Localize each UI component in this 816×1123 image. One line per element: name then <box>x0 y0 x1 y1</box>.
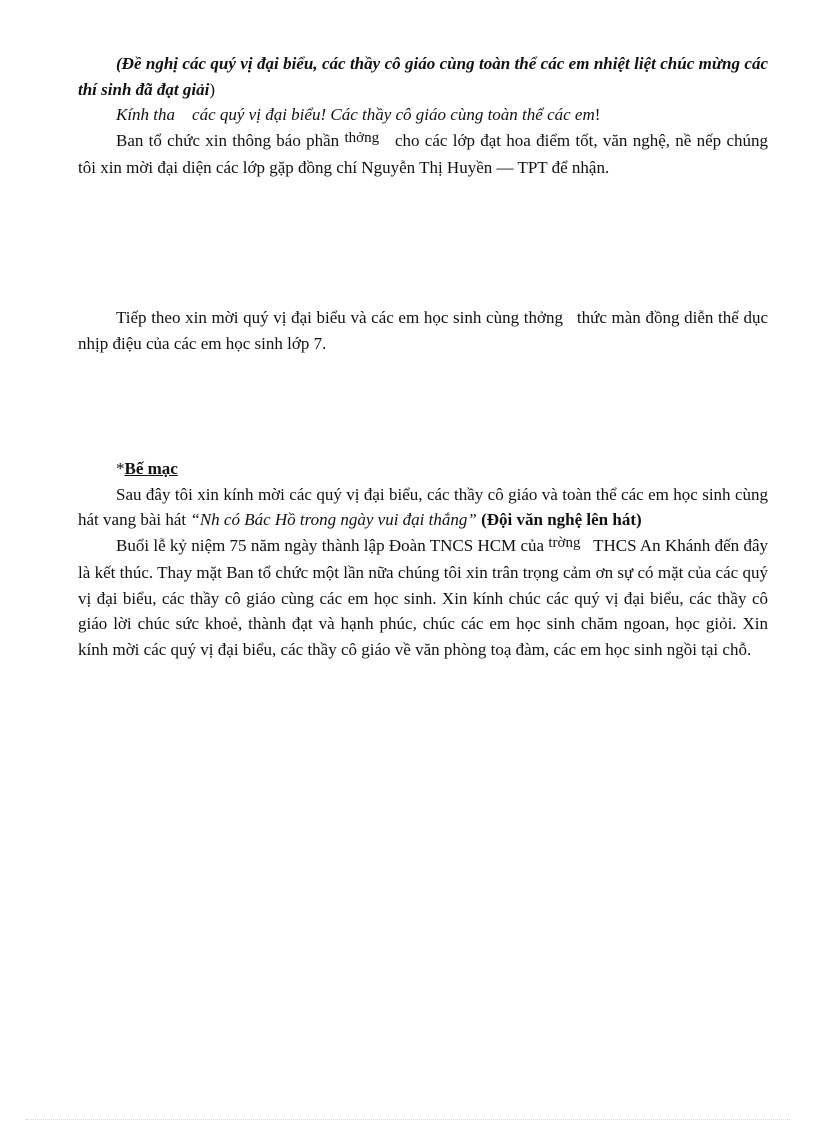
greeting-paragraph <box>78 102 768 128</box>
closing-start: Buổi lễ kỷ niệm 75 năm ngày thành lập Đoàn TNCS HCM của <box>116 535 545 555</box>
song-invite: Sau đây tôi xin kính mời các quý vị đại biểu, các thầy cô giáo và toàn thể các em học sinh cùng hát vang bài hát <box>78 484 768 529</box>
song-performer: (Đội văn nghệ lên hát) <box>481 510 642 529</box>
heading-star: * <box>116 459 125 478</box>
section-closing <box>78 456 768 662</box>
song-paragraph <box>78 482 768 533</box>
request-close: ) <box>209 79 215 99</box>
song-title: “Nh có Bác Hồ trong ngày vui đại thắng” <box>190 510 477 529</box>
heading-text: Bế mạc <box>124 459 178 478</box>
greeting-end: ! <box>594 105 601 124</box>
section-award-announcement <box>78 51 768 181</box>
section-performance <box>78 305 768 356</box>
performance-rest: thức màn đồng diễn thể dục nhịp điệu của các em học sinh lớp 7. <box>78 308 768 353</box>
closing-word: trờng <box>548 534 581 551</box>
greeting-start: Kính tha <box>116 105 176 124</box>
page-bottom-divider <box>26 1119 790 1120</box>
closing-heading <box>78 456 768 482</box>
performance-start: Tiếp theo xin mời quý vị đại biểu và các em học sinh cùng thởng <box>116 308 563 327</box>
request-text: (Đề nghị các quý vị đại biểu, các thầy cô giáo cùng toàn thể các em nhiệt liệt chúc mừng các thí sinh đã đạt giải <box>78 54 768 99</box>
announce-start: Ban tổ chức xin thông báo phần <box>116 130 340 150</box>
announce-paragraph <box>78 128 768 181</box>
announce-rest: cho các lớp đạt hoa điểm tốt, văn nghệ, nề nếp chúng tôi xin mời đại diện các lớp gặp đồng chí Nguyễn Thị Huyền — TPT để nhận. <box>78 130 769 177</box>
greeting-text: các quý vị đại biểu! Các thầy cô giáo cùng toàn thể các em <box>192 105 595 124</box>
performance-paragraph <box>78 305 768 356</box>
request-paragraph <box>78 51 768 102</box>
closing-rest: THCS An Khánh đến đây là kết thúc. Thay mặt Ban tổ chức một lần nữa chúng tôi xin trân trọng cảm ơn sự có mặt của các quý vị đại biểu, các thầy cô giáo cùng các em học sinh. Xin kính chúc các quý vị đại biểu, các thầy cô giáo lời chúc sức khoẻ, thành đạt và hạnh phúc, chúc các em học sinh chăm ngoan, học giỏi. Xin kính mời các quý vị đại biểu, các thầy cô giáo về văn phòng toạ đàm, các em học sinh ngồi tại chỗ. <box>78 535 769 659</box>
announce-word: thởng <box>344 129 380 146</box>
closing-paragraph <box>78 533 768 663</box>
